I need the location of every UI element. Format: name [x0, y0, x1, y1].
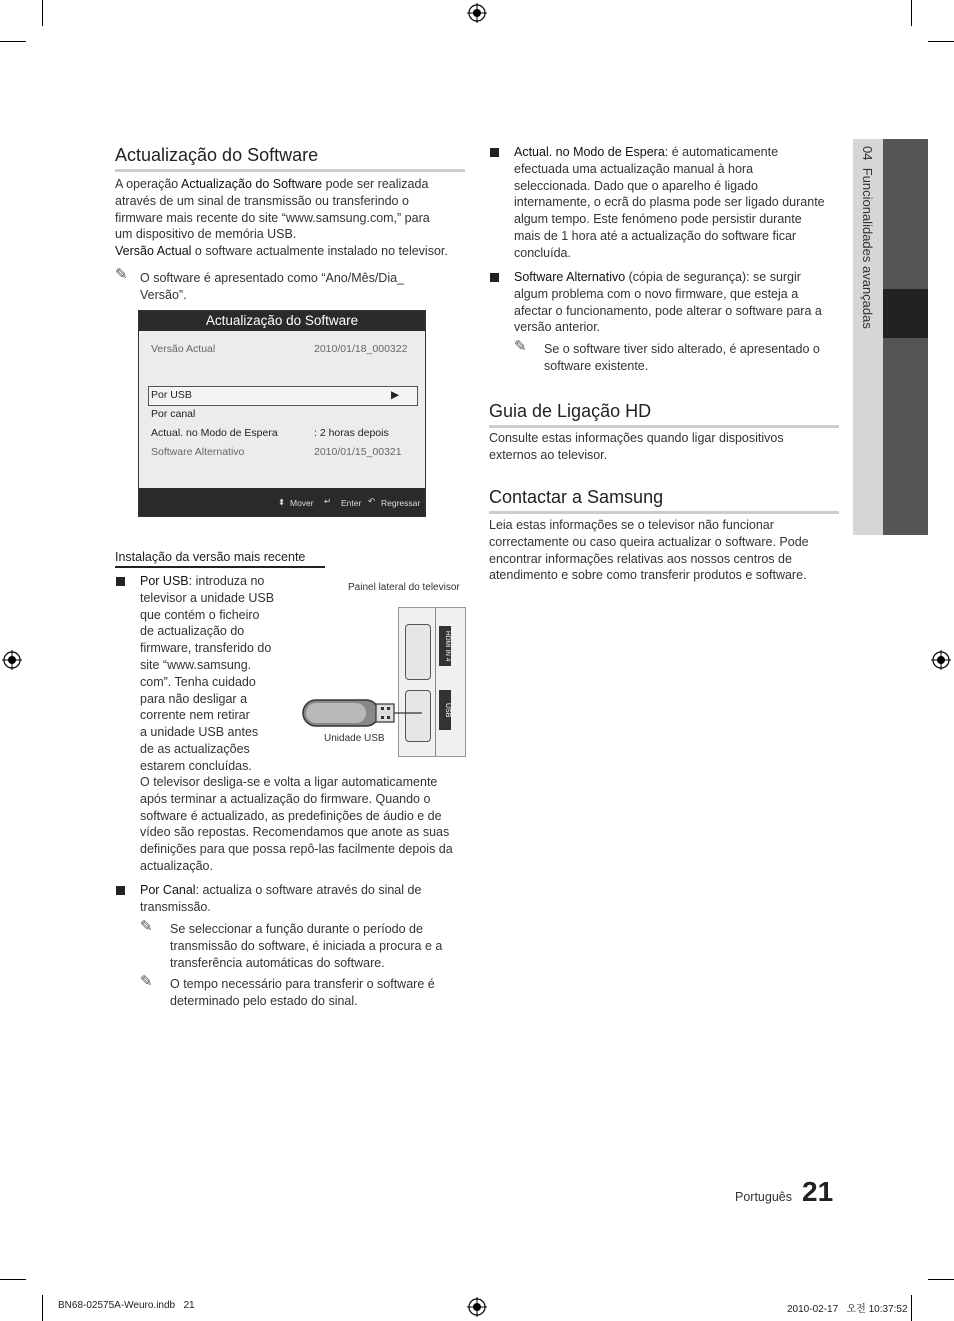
print-date-info: 2010-02-17 오전 10:37:52: [787, 1304, 908, 1315]
square-bullet-icon: [490, 273, 499, 282]
print-file-info: BN68-02575A-Weuro.indb 21: [58, 1300, 195, 1311]
por-usb-more: O televisor desliga-se e volta a ligar automaticamente após terminar a actualização do firmware. Quando o software é actualizado, as predefinições de áudio e de vídeo são repostas. Recomendamos que anote as suas definições para que possa repô-las facilmente depois da actualização.: [140, 775, 453, 873]
footer-language: Português: [735, 1190, 792, 1204]
crop-mark: [911, 1295, 912, 1321]
pencil-note-icon: ✎: [140, 973, 153, 990]
square-bullet-icon: [116, 577, 125, 586]
crop-mark: [42, 0, 43, 26]
square-bullet-icon: [116, 886, 125, 895]
hd-paragraph: Consulte estas informações quando ligar dispositivos externos ao televisor.: [489, 431, 784, 462]
side-tab-marker: [883, 289, 928, 338]
hdmi-port: [405, 624, 431, 680]
menu-current-value: 2010/01/18_000322: [314, 343, 408, 355]
alternative-text: Software Alternativo (cópia de segurança): se surgir algum problema com o novo firmware, que esteja a afectar o funcionamento, pode alterar o software para a versão anterior.: [514, 270, 822, 335]
menu-item-alternative-value: 2010/01/15_00321: [314, 446, 402, 458]
standby-text: Actual. no Modo de Espera: é automaticamente efectuada uma actualização manual à hora seleccionada. Dado que o aparelho é ligado internamente, o ecrã do plasma pode ser ligado durante algum tempo. Este fenómeno pode persistir durante mais de 1 hora até a actualização do software ficar concluída.: [514, 145, 825, 260]
menu-item-por-canal[interactable]: Por canal: [151, 408, 196, 420]
note-search: Se seleccionar a função durante o período de transmissão do software, é iniciada a procura e a transferência automáticas do software.: [170, 922, 443, 970]
footer-move: Mover: [290, 498, 314, 508]
menu-item-por-usb[interactable]: Por USB: [151, 389, 192, 401]
usb-drive-icon: [302, 694, 430, 734]
arrow-right-icon: ▶: [391, 389, 400, 401]
crop-mark: [0, 1279, 26, 1280]
menu-current-label: Versão Actual: [151, 343, 216, 355]
fig-usb-label: Unidade USB: [324, 733, 385, 744]
menu-footer: [139, 488, 425, 516]
side-tab-label: 04 Funcionalidades avançadas: [860, 146, 875, 329]
footer-return: Regressar: [381, 498, 421, 508]
page-number: 21: [802, 1176, 834, 1207]
footer-enter: Enter: [341, 498, 362, 508]
note-date-format: O software é apresentado como “Ano/Mês/Dia_ Versão”.: [140, 271, 405, 302]
registration-mark-icon: [467, 1297, 487, 1317]
menu-item-standby-value: : 2 horas depois: [314, 427, 389, 439]
pencil-note-icon: ✎: [514, 338, 527, 355]
fig-panel-label: Painel lateral do televisor: [348, 582, 460, 593]
crop-mark: [42, 1295, 43, 1321]
crop-mark: [928, 41, 954, 42]
alternative-note: Se o software tiver sido alterado, é apresentado o software existente.: [544, 342, 820, 373]
menu-title: Actualização do Software: [139, 311, 425, 331]
section-title: Actualização do Software: [115, 145, 465, 172]
section-title-hd: Guia de Ligação HD: [489, 401, 839, 428]
registration-mark-icon: [467, 3, 487, 23]
return-icon: ↶: [368, 496, 376, 506]
updown-icon: ⬍: [278, 497, 286, 507]
menu-item-alternative[interactable]: Software Alternativo: [151, 446, 245, 458]
tv-side-panel: [398, 607, 466, 757]
por-canal-text: Por Canal: actualiza o software através do sinal de transmissão.: [140, 883, 422, 914]
usb-port-label: USB: [439, 690, 451, 730]
registration-mark-icon: [2, 650, 22, 670]
crop-mark: [928, 1279, 954, 1280]
enter-icon: ↵: [324, 496, 332, 506]
hdmi-port-label: HDMI IN 4: [439, 626, 451, 666]
menu-item-standby[interactable]: Actual. no Modo de Espera: [151, 427, 278, 439]
pencil-note-icon: ✎: [115, 266, 128, 283]
note-time: O tempo necessário para transferir o software é determinado pelo estado do sinal.: [170, 977, 435, 1008]
install-heading: Instalação da versão mais recente: [115, 550, 325, 568]
registration-mark-icon: [931, 650, 951, 670]
software-update-menu: [138, 310, 426, 517]
por-usb-text: Por USB: introduza no televisor a unidade USB que contém o ficheiro de actualização do firmware, transferido do site “www.samsung. com”. Tenha cuidado para não desligar a corrente nem retirar a unidade USB antes de as actualizações estarem concluídas.: [140, 574, 275, 773]
section-title-contact: Contactar a Samsung: [489, 487, 839, 514]
crop-mark: [0, 41, 26, 42]
intro-paragraph: A operação Actualização do Software pode ser realizada através de um sinal de transmissão ou transferindo o firmware mais recente do site “www.samsung.com,” para um dispositivo de memória USB. Versão Actual o software actualmente instalado no televisor.: [115, 177, 448, 259]
square-bullet-icon: [490, 148, 499, 157]
contact-paragraph: Leia estas informações se o televisor não funcionar correctamente ou caso queira actualizar o software. Pode encontrar informações relativas aos nossos centros de atendimento e sobre como transferir produtos e software.: [489, 518, 809, 583]
pencil-note-icon: ✎: [140, 918, 153, 935]
crop-mark: [911, 0, 912, 26]
